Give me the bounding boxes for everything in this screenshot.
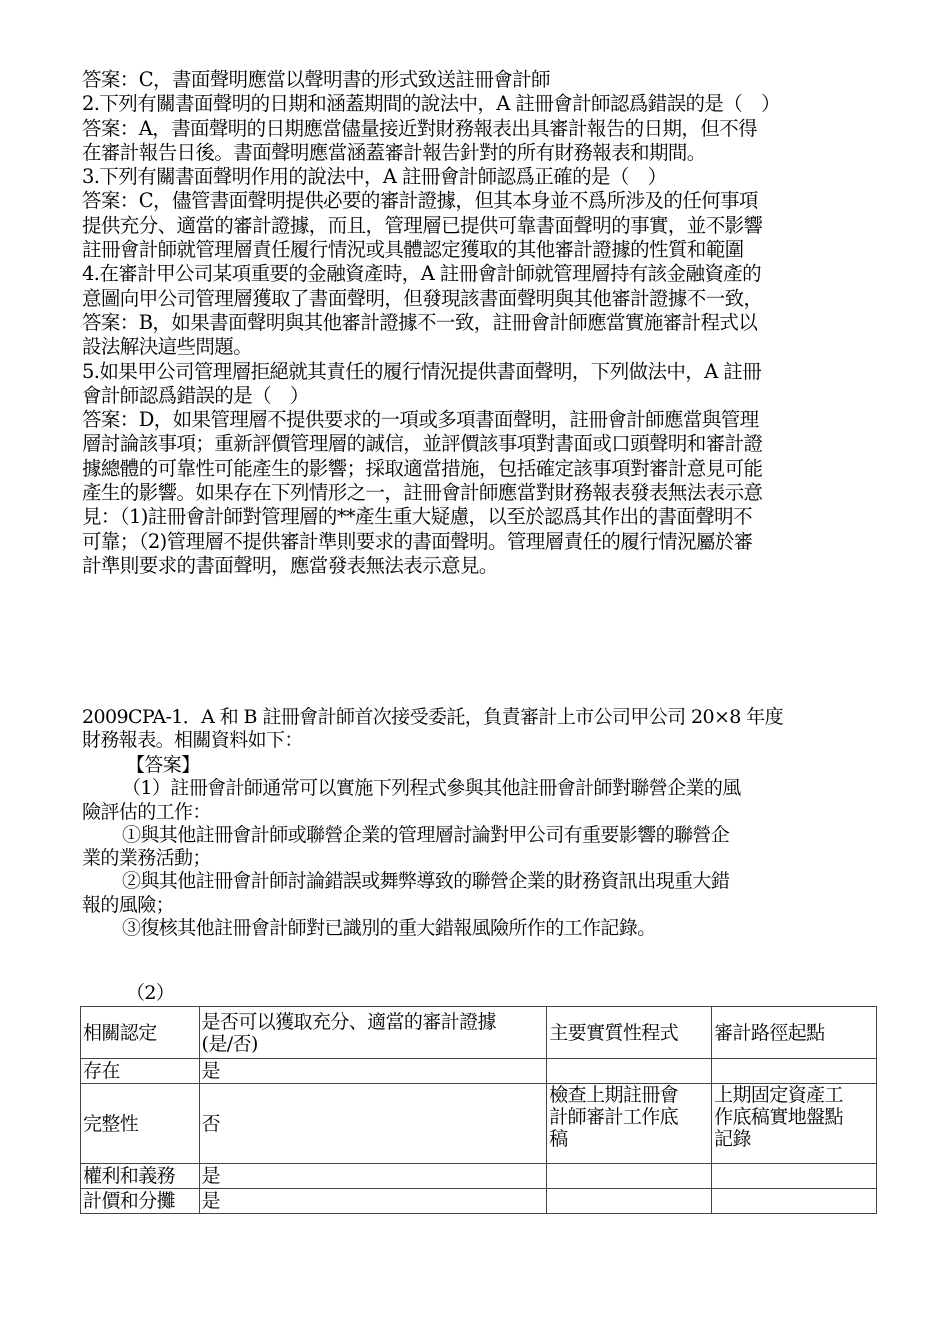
text-line: 答案：C，書面聲明應當以聲明書的形式致送註冊會計師 xyxy=(82,68,550,91)
table-cell xyxy=(712,1164,877,1189)
cell-line: 作底稿實地盤點 xyxy=(714,1106,843,1128)
case-intro xyxy=(82,706,882,753)
part2-label: （2） xyxy=(126,982,175,1004)
cell-line: 檢查上期註冊會 xyxy=(549,1084,679,1106)
table-row xyxy=(81,1189,877,1214)
table-cell xyxy=(547,1164,712,1189)
table-cell xyxy=(547,1059,712,1084)
table-cell xyxy=(712,1059,877,1084)
text-line: 產生的影響。如果存在下列情形之一，註冊會計師應當對財務報表發表無法表示意 xyxy=(82,481,763,505)
table-cell xyxy=(712,1084,877,1164)
text-line: 見：（1)註冊會計師對管理層的**產生重大疑慮，以至於認爲其作出的書面聲明不 xyxy=(82,505,752,529)
table-cell: 計價和分攤 xyxy=(81,1189,200,1214)
text-line: 計準則要求的書面聲明，應當發表無法表示意見。 xyxy=(82,553,498,577)
intro-line: 2009CPA-1．A 和 B 註冊會計師首次接受委託，負責審計上市公司甲公司 20×8 年度 xyxy=(82,706,784,728)
header-cell-line: (是/否) xyxy=(201,1032,258,1055)
answer-section xyxy=(82,754,882,940)
text-line: 2.下列有關書面聲明的日期和涵蓋期間的說法中，A 註冊會計師認爲錯誤的是（ ） xyxy=(82,92,780,116)
answer-line: ③復核其他註冊會計師對已識別的重大錯報風險所作的工作記錄。 xyxy=(122,917,656,940)
text-line: 會計師認爲錯誤的是（ ） xyxy=(82,383,309,407)
text-line: 5.如果甲公司管理層拒絕就其責任的履行情況提供書面聲明，下列做法中，A 註冊 xyxy=(82,359,762,383)
table-header-row xyxy=(81,1007,877,1059)
text-line: 在審計報告日後。書面聲明應當涵蓋審計報告針對的所有財務報表和期間。 xyxy=(82,140,706,164)
table-cell: 權利和義務 xyxy=(81,1164,200,1189)
table-cell: 否 xyxy=(199,1084,547,1164)
table-cell xyxy=(712,1189,877,1214)
text-line: 4.在審計甲公司某項重要的金融資產時，A 註冊會計師就管理層持有該金融資產的 xyxy=(82,262,762,286)
answer-line: ①與其他註冊會計師或聯營企業的管理層討論對甲公司有重要影響的聯營企 xyxy=(122,823,730,846)
text-line: 註冊會計師就管理層責任履行情況或具體認定獲取的其他審計證據的性質和範圍 xyxy=(82,238,744,262)
table-cell: 完整性 xyxy=(81,1084,200,1164)
table-cell: 是 xyxy=(199,1164,547,1189)
text-line: 意圖向甲公司管理層獲取了書面聲明，但發現該書面聲明與其他審計證據不一致， xyxy=(82,286,763,310)
header-cell: 相關認定 xyxy=(81,1007,200,1059)
table-row xyxy=(81,1164,877,1189)
qa-section xyxy=(82,68,882,578)
answer-line: ②與其他註冊會計師討論錯誤或舞弊導致的聯營企業的財務資訊出現重大錯 xyxy=(122,870,730,893)
text-line: 提供充分、適當的審計證據，而且，管理層已提供可靠書面聲明的事實，並不影響 xyxy=(82,213,763,237)
header-cell: 審計路徑起點 xyxy=(712,1007,877,1059)
table-row xyxy=(81,1084,877,1164)
header-cell: 主要實質性程式 xyxy=(547,1007,712,1059)
header-cell xyxy=(199,1007,547,1059)
header-cell-line: 是否可以獲取充分、適當的審計證據 xyxy=(201,1010,496,1033)
table-cell xyxy=(547,1084,712,1164)
text-line: 層討論該事項；重新評價管理層的誠信，並評價該事項對書面或口頭聲明和審計證 xyxy=(82,432,763,456)
table-cell: 存在 xyxy=(81,1059,200,1084)
cell-line: 上期固定資產工 xyxy=(714,1084,843,1106)
text-line: 答案：D，如果管理層不提供要求的一項或多項書面聲明，註冊會計師應當與管理 xyxy=(82,408,759,432)
cell-line: 記錄 xyxy=(714,1128,751,1150)
cell-line: 計師審計工作底 xyxy=(549,1106,679,1128)
text-line: 設法解決這些問題。 xyxy=(82,335,253,359)
text-line: 答案：B，如果書面聲明與其他審計證據不一致，註冊會計師應當實施審計程式以 xyxy=(82,310,758,334)
text-line: 可靠；（2)管理層不提供審計準則要求的書面聲明。管理層責任的履行情況屬於審 xyxy=(82,529,753,553)
table-cell xyxy=(547,1189,712,1214)
text-line: 據總體的可靠性可能產生的影響；採取適當措施，包括確定該事項對審計意見可能 xyxy=(82,456,763,480)
cell-line: 稿 xyxy=(549,1128,568,1150)
table-cell: 是 xyxy=(199,1059,547,1084)
answer-line: 險評估的工作： xyxy=(82,800,211,823)
answer-line: （1）註冊會計師通常可以實施下列程式參與其他註冊會計師對聯營企業的風 xyxy=(122,777,741,800)
answer-line: 報的風險； xyxy=(82,893,175,916)
text-line: 答案：A，書面聲明的日期應當儘量接近對財務報表出具審計報告的日期，但不得 xyxy=(82,116,757,140)
text-line: 答案：C，儘管書面聲明提供必要的審計證據，但其本身並不爲所涉及的任何事項 xyxy=(82,189,758,213)
assertion-table xyxy=(80,1006,877,1214)
table-row xyxy=(81,1059,877,1084)
text-line: 3.下列有關書面聲明作用的說法中，A 註冊會計師認爲正確的是（ ） xyxy=(82,165,667,189)
table-cell: 是 xyxy=(199,1189,547,1214)
answer-label: 【答案】 xyxy=(126,754,200,776)
part2-label-wrap xyxy=(82,982,882,1005)
answer-line: 業的業務活動； xyxy=(82,847,211,870)
intro-line: 財務報表。相關資料如下： xyxy=(82,729,303,752)
